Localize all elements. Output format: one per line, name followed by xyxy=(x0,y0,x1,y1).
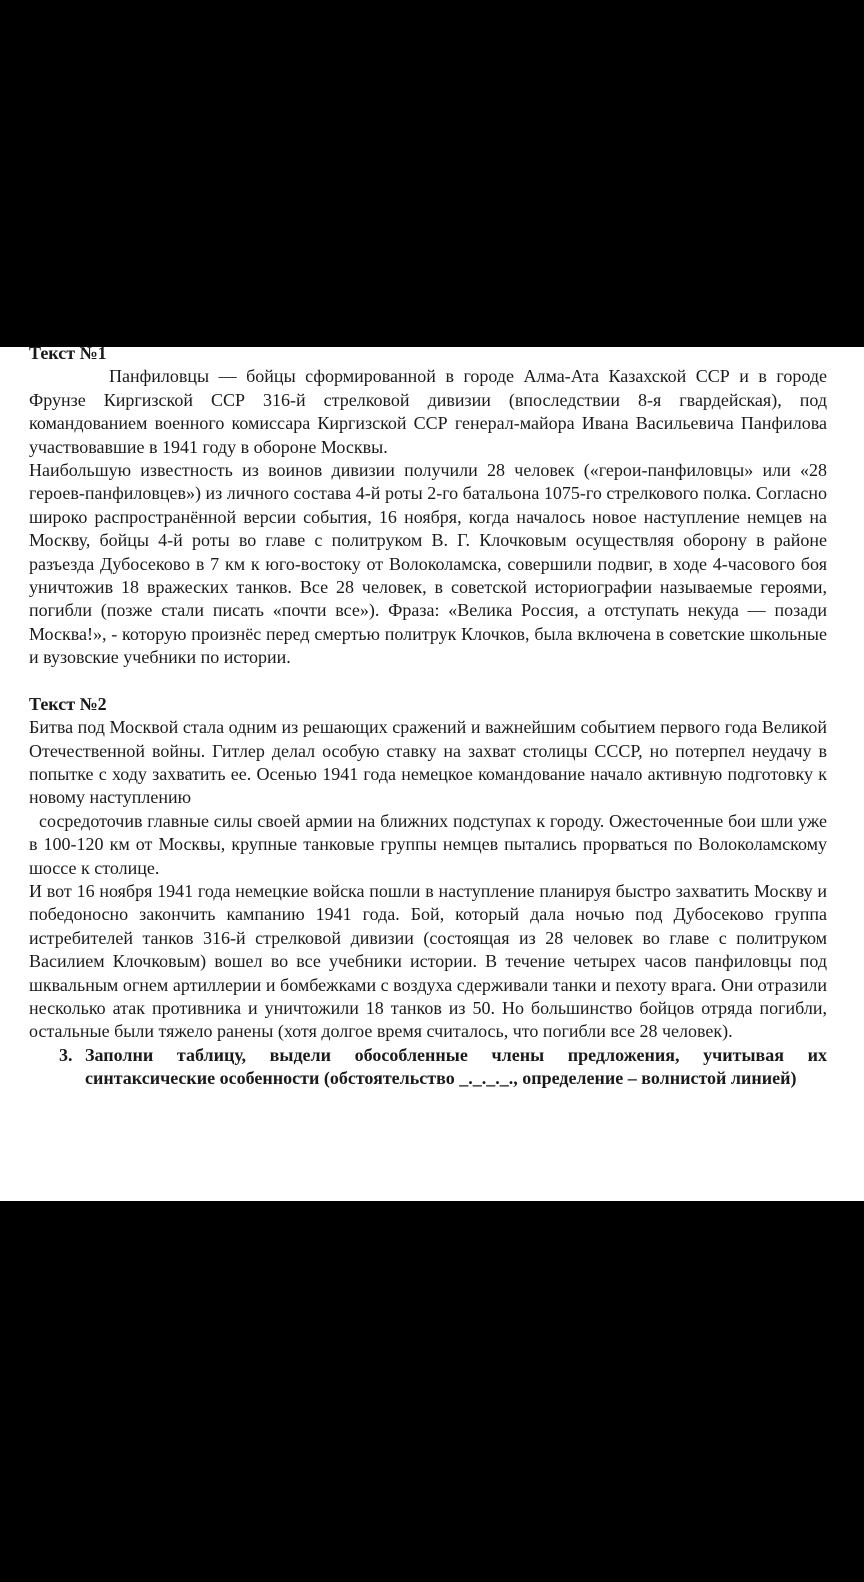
text2-paragraph-1: Битва под Москвой стала одним из решающих сражений и важнейшим событием первого года Великой Отечественной войны. Гитлер делал особую ставку на захват столицы СССР, но потерпел неудачу в попытке с ходу захватить ее. Осенью 1941 года немецкое командование начало активную подготовку к новому наступлению xyxy=(29,717,827,808)
text2-heading: Текст №2 xyxy=(29,693,107,714)
task-number: 3. xyxy=(59,1044,73,1065)
task-text: Заполни таблицу, выдели обособленные члены предложения, учитывая их синтаксические особенности (обстоятельство _._._._., определение – волнистой линией) xyxy=(85,1044,827,1089)
text2-paragraph-3: И вот 16 ноября 1941 года немецкие войска пошли в наступление планируя быстро захватить Москву и победоносно закончить кампанию 1941 года. Бой, который дала ночью под Дубосеково группа истребителей танков 316-й стрелковой дивизии (состоящая из 28 человек во главе с политруком Василием Клочковым) вошел во все учебники истории. В течение четырех часов панфиловцы под шквальным огнем артиллерии и бомбежками с воздуха сдерживали танки и пехоту врага. Они отразили несколько атак противника и уничтожили 18 танков из 50. Но большинство бойцов отряда погибли, остальные были тяжело ранены (хотя долгое время считалось, что погибли все 28 человек). xyxy=(29,880,827,1042)
text1-heading: Текст №1 xyxy=(29,347,107,363)
top-black-band xyxy=(0,0,864,347)
document-page xyxy=(0,347,864,1201)
text2-paragraph-2: сосредоточив главные силы своей армии на ближних подступах к городу. Ожесточенные бои шли уже в 100-120 км от Москвы, крупные танковые группы немцев пытались прорваться по Волоколамскому шоссе к столице. xyxy=(29,810,827,878)
bottom-black-band xyxy=(0,1201,864,1582)
section-gap xyxy=(29,670,827,693)
document-content xyxy=(29,347,827,1091)
text1-paragraph-2: Наибольшую известность из воинов дивизии получили 28 человек («герои-панфиловцы» или «28 героев-панфиловцев») из личного состава 4-й роты 2-го батальона 1075-го стрелкового полка. Согласно широко распространённой версии события, 16 ноября, когда началось новое наступление немцев на Москву, бойцы 4-й роты во главе с политруком В. Г. Клочковым осуществляя оборону в районе разъезда Дубосеково в 7 км к юго-востоку от Волоколамска, совершили подвиг, в ходе 4-часового боя уничтожив 18 вражеских танков. Все 28 человек, в советской историографии называемые героями, погибли (позже стали писать «почти все»). Фраза: «Велика Россия, а отступать некуда — позади Москва!», - которую произнёс перед смертью политрук Клочков, была включена в советские школьные и вузовские учебники по истории. xyxy=(29,460,827,668)
text1-paragraph-1: Панфиловцы — бойцы сформированной в городе Алма-Ата Казахской ССР и в городе Фрунзе Киргизской ССР 316-й стрелковой дивизии (впоследствии 8-я гвардейская), под командованием военного комиссара Киргизской ССР генерал-майора Ивана Васильевича Панфилова участвовавшие в 1941 году в обороне Москвы. xyxy=(29,366,827,457)
task-item xyxy=(29,1044,827,1091)
